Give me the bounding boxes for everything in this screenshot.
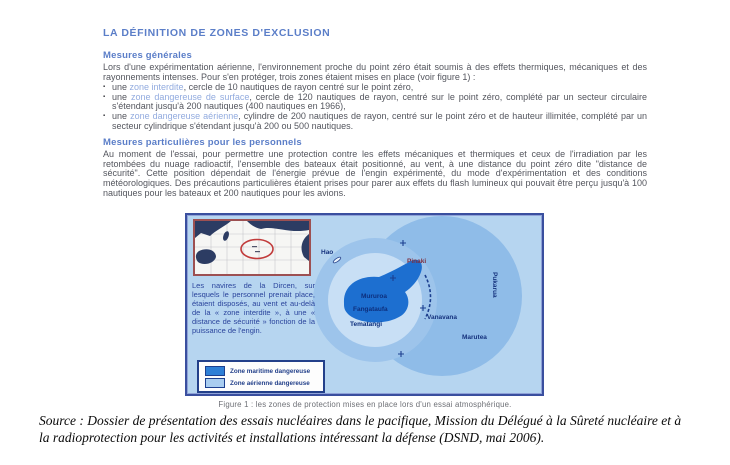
paragraph-mesures-generales: Lors d'une expérimentation aérienne, l'environnement proche du point zéro était soumis à des effets thermiques, mécaniques et des rayonnements intenses. Pour s'en protéger, trois zones étaient mises en place (voir figure 1) : bbox=[103, 62, 647, 82]
bullet-text-post: , cercle de 120 nautiques de rayon, centré sur le point zéro, complété par un secteur circulaire s'étendant jusqu'à 200 nautiques (400 nautiques en 1966), bbox=[112, 91, 647, 112]
bullet-marker: ▪ bbox=[103, 112, 106, 119]
map-label-mururoa: Mururoa bbox=[361, 293, 387, 300]
legend-swatch-aerienne bbox=[205, 378, 225, 388]
map-label-pukarua: Pukarua bbox=[491, 272, 498, 298]
bullet-text-pre: une bbox=[112, 110, 131, 121]
zone-term: zone interdite bbox=[129, 82, 184, 93]
legend-label-maritime: Zone maritime dangereuse bbox=[230, 367, 311, 375]
legend-row-maritime bbox=[199, 364, 323, 376]
map-label-pinaki: Pinaki bbox=[407, 258, 427, 265]
bullet-zone-dangereuse-aerienne bbox=[103, 112, 647, 131]
bullet-text-post: , cylindre de 200 nautiques de rayon, centré sur le point zéro et de hauteur illimitée, complété par un secteur cylindrique s'étendant jusqu'à 200 ou 500 nautiques. bbox=[112, 110, 648, 131]
legend-swatch-maritime bbox=[205, 366, 225, 376]
bullet-text-pre: une bbox=[112, 91, 131, 102]
map-label-tematangi: Tematangi bbox=[350, 321, 383, 328]
bullet-marker: ▪ bbox=[103, 84, 106, 91]
source-line-1: Source : Dossier de présentation des essais nucléaires dans le pacifique, Mission du Délégué à la Sûreté nucléaire et à bbox=[39, 413, 682, 428]
section-heading-mesures-particulieres: Mesures particulières pour les personnels bbox=[103, 137, 302, 149]
bullet-text-post: , cercle de 10 nautiques de rayon centré sur le point zéro, bbox=[183, 82, 414, 93]
map-label-fangataufa: Fangataufa bbox=[353, 306, 388, 313]
figure-1-panel bbox=[185, 213, 544, 396]
bullet-text-pre: une bbox=[112, 82, 130, 93]
pacific-locator-inset bbox=[193, 219, 311, 276]
map-legend bbox=[197, 360, 325, 393]
paragraph-mesures-particulieres: Au moment de l'essai, pour permettre une protection contre les effets mécaniques et thermiques et ceux de l'irradiation par les retombées du nuage radioactif, l'ensemble des bateaux était positionné, au vent, à une distance du point zéro dite "distance de sécurité". Cette position dépendait de l'énergie prévue de l'engin expérimenté, du mode d'expérimentation et des conditions météorologiques. Des précautions particulières étaient prises pour parer aux effets du flash lumineux qui pouvait être perçu jusqu'à 100 nautiques pour les bateaux et 200 nautiques pour les avions. bbox=[103, 149, 647, 198]
page-title: LA DÉFINITION DE ZONES D'EXCLUSION bbox=[103, 27, 331, 39]
legend-row-aerienne bbox=[199, 376, 323, 388]
test-site-red-circle bbox=[241, 240, 273, 259]
map-label-vanavana: Vanavana bbox=[427, 314, 457, 321]
zone-term: zone dangereuse aérienne bbox=[130, 110, 239, 121]
legend-label-aerienne: Zone aérienne dangereuse bbox=[230, 379, 310, 387]
bullet-zone-dangereuse-surface bbox=[103, 93, 647, 112]
source-citation bbox=[39, 413, 715, 446]
map-label-marutea: Marutea bbox=[462, 334, 487, 341]
document-body bbox=[103, 27, 647, 199]
pacific-inset-map bbox=[195, 221, 309, 274]
source-line-2: la radioprotection pour les activités et installations intéressant la défense (DSND, mai 2006). bbox=[39, 429, 545, 445]
section-heading-mesures-generales: Mesures générales bbox=[103, 50, 192, 61]
figure-caption: Figure 1 : les zones de protection mises en place lors d'un essai atmosphérique. bbox=[218, 400, 512, 409]
bullet-marker: ▪ bbox=[103, 93, 106, 100]
figure-side-text: Les navires de la Dircen, sur lesquels le personnel prenait place, étaient disposés, au vent et au-delà de la « zone interdite », à une « distance de sécurité » fonction de la puissance de l'engin. bbox=[192, 281, 315, 336]
zone-term: zone dangereuse de surface bbox=[130, 91, 250, 102]
map-label-hao: Hao bbox=[321, 249, 334, 256]
